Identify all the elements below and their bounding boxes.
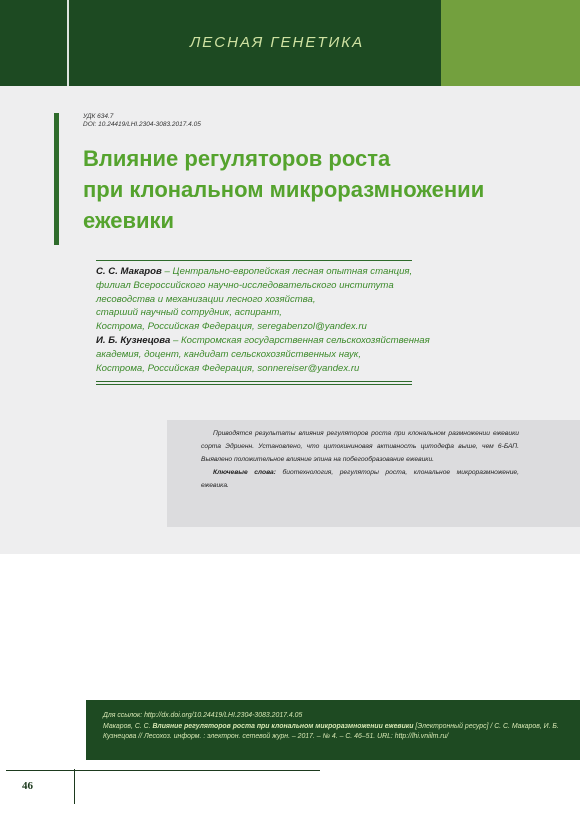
title-accent-bar bbox=[54, 113, 59, 245]
author-affiliation-line: старший научный сотрудник, аспирант, bbox=[96, 307, 282, 319]
citation-authors: Макаров, С. С. bbox=[103, 722, 153, 730]
title-line: ежевики bbox=[83, 208, 175, 233]
page-number: 46 bbox=[22, 780, 33, 792]
header-light-band bbox=[441, 0, 580, 86]
author-affiliation-line: академия, доцент, кандидат сельскохозяйственных наук, bbox=[96, 348, 361, 360]
author-affiliation-line: – Костромская государственная сельскохозяйственная bbox=[170, 334, 430, 346]
citation-reference bbox=[103, 722, 568, 743]
keywords-paragraph bbox=[201, 466, 519, 492]
keywords-label: Ключевые слова: bbox=[213, 469, 276, 476]
author-name: И. Б. Кузнецова bbox=[96, 334, 171, 346]
authors-bottom-rule bbox=[96, 381, 412, 382]
authors-block bbox=[96, 265, 546, 375]
authors-top-rule bbox=[96, 260, 412, 261]
author-affiliation-line: лесоводства и механизации лесного хозяйства, bbox=[96, 293, 316, 305]
citation-source: [Электронный ресурс] / С. С. Макаров, И. Б. Кузнецова // Лесохоз. информ. : электрон. сетевой журн. – 2017. – № 4. – С. 46–51. URL: http://lhi.vniilm.ru/ bbox=[103, 722, 559, 740]
authors-bottom-rule-2 bbox=[96, 384, 412, 385]
author-entry bbox=[96, 265, 546, 334]
author-affiliation-line: – Центрально-европейская лесная опытная станция, bbox=[161, 266, 413, 277]
author-entry bbox=[96, 334, 546, 375]
citation-doi: Для ссылок: http://dx.doi.org/10.24419/LHI.2304-3083.2017.4.05 bbox=[103, 712, 303, 719]
abstract-text: Приводятся результаты влияния регуляторов роста при клональном размножении ежевики сорта Эдриенн. Установлено, что цитокининовая активность цитодефа выше, чем 6-БАП. Выявлено положительное влияние эпина на побегообразование ежевики. bbox=[201, 430, 519, 463]
author-affiliation-line: филиал Всероссийского научно-исследовательского института bbox=[96, 279, 394, 291]
author-name: С. С. Макаров bbox=[96, 266, 162, 277]
citation bbox=[103, 711, 568, 743]
doi-code: DOI: 10.24419/LHI.2304-3083.2017.4.05 bbox=[83, 121, 201, 128]
title-line: при клональном микроразмножении bbox=[83, 177, 485, 202]
footer-divider bbox=[74, 769, 75, 804]
journal-section-title: ЛЕСНАЯ ГЕНЕТИКА bbox=[190, 34, 365, 51]
article-identifiers bbox=[83, 113, 201, 129]
keywords-text: биотехнология, регуляторы роста, клональное микроразмножение, ежевика. bbox=[201, 469, 519, 489]
journal-header bbox=[0, 0, 580, 86]
abstract bbox=[201, 427, 519, 492]
article-title bbox=[83, 143, 553, 236]
udk-code: УДК 634.7 bbox=[83, 113, 114, 120]
author-affiliation-line: Кострома, Российская Федерация, seregabenzol@yandex.ru bbox=[96, 321, 367, 333]
citation-title: Влияние регуляторов роста при клональном микроразмножении ежевики bbox=[152, 722, 414, 730]
header-divider bbox=[67, 0, 69, 86]
title-line: Влияние регуляторов роста bbox=[83, 146, 391, 171]
author-affiliation-line: Кострома, Российская Федерация, sonnereiser@yandex.ru bbox=[96, 362, 360, 374]
footer-rule bbox=[6, 770, 320, 771]
